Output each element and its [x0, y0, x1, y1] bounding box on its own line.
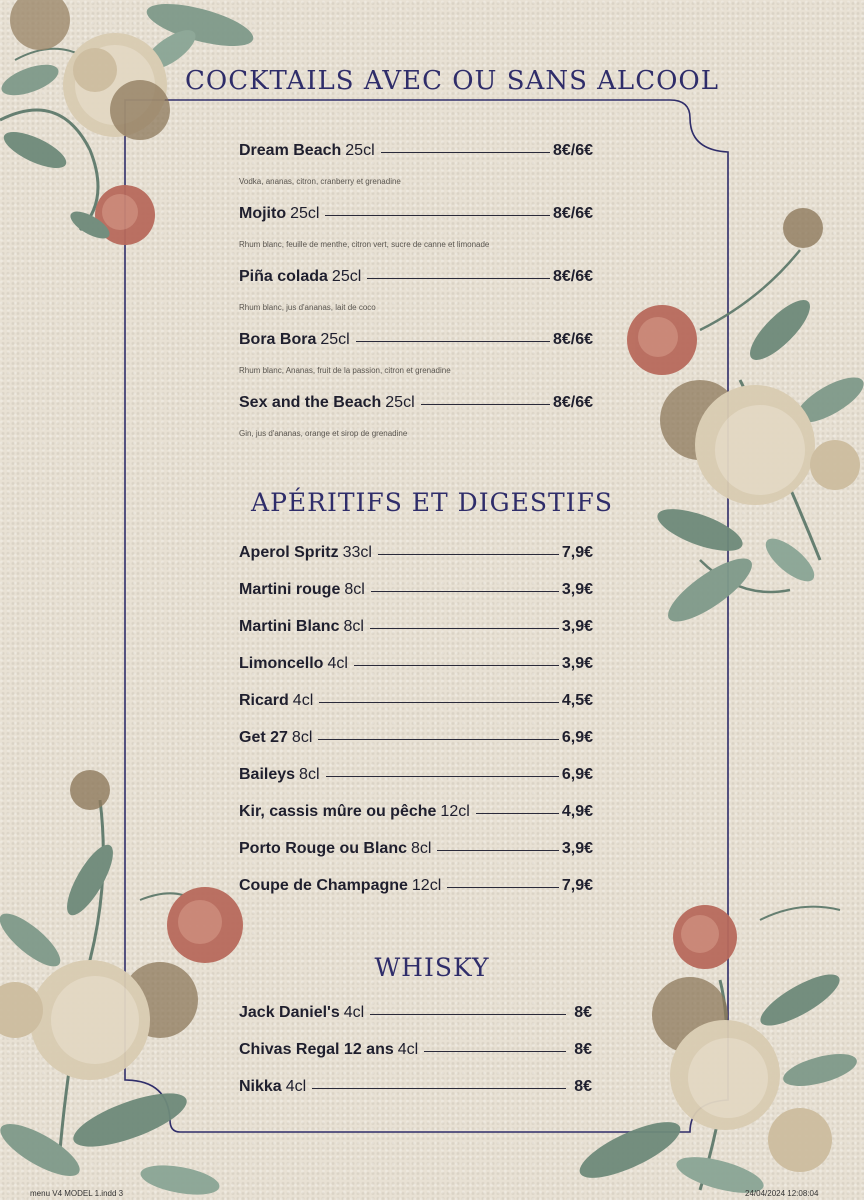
dot-leader	[378, 554, 559, 555]
dot-leader	[447, 887, 559, 888]
item-volume: 8cl	[291, 729, 313, 746]
item-name: Limoncello	[239, 655, 324, 672]
item-price: 8€/6€	[552, 142, 593, 159]
dot-leader	[354, 665, 559, 666]
item-price: 3,9€	[561, 618, 593, 635]
item-volume: 4cl	[343, 1004, 365, 1021]
menu-item	[239, 618, 593, 636]
dot-leader	[381, 152, 550, 153]
item-name: Jack Daniel's	[239, 1004, 340, 1021]
dot-leader	[325, 215, 550, 216]
menu-item	[239, 840, 593, 858]
item-price: 7,9€	[561, 544, 593, 561]
item-volume: 4cl	[285, 1078, 307, 1095]
dot-leader	[370, 628, 559, 629]
floral-right	[627, 208, 864, 632]
item-price: 8€/6€	[552, 394, 593, 411]
dot-leader	[312, 1088, 566, 1089]
menu-item	[239, 268, 593, 286]
item-name: Martini Blanc	[239, 618, 340, 635]
section-title-aperitifs: APÉRITIFS ET DIGESTIFS	[251, 488, 613, 517]
item-volume: 8cl	[299, 766, 320, 783]
item-volume: 33cl	[342, 544, 372, 561]
dot-leader	[356, 341, 550, 342]
item-volume: 12cl	[440, 803, 470, 820]
item-price: 8€/6€	[552, 205, 593, 222]
menu-item	[239, 331, 593, 349]
item-volume: 4cl	[397, 1041, 419, 1058]
item-name: Get 27	[239, 729, 288, 746]
item-price: 8€	[574, 1004, 592, 1021]
print-file-label: menu V4 MODEL 1.indd 3	[30, 1189, 124, 1198]
item-price: 6,9€	[561, 729, 593, 746]
menu-item	[239, 766, 593, 784]
item-volume: 25cl	[290, 205, 320, 222]
item-volume: 25cl	[320, 331, 350, 348]
item-name: Aperol Spritz	[239, 544, 339, 561]
menu-item	[239, 394, 593, 412]
item-volume: 25cl	[331, 268, 362, 285]
item-name: Chivas Regal 12 ans	[239, 1041, 394, 1058]
section-title-cocktails: COCKTAILS AVEC OU SANS ALCOOL	[185, 66, 719, 96]
item-volume: 8cl	[344, 581, 365, 598]
item-name: Sex and the Beach	[239, 394, 382, 411]
menu-item	[239, 692, 593, 710]
item-volume: 4cl	[327, 655, 348, 672]
item-price: 3,9€	[561, 840, 593, 857]
dot-leader	[437, 850, 558, 851]
item-name: Coupe de Champagne	[239, 877, 408, 894]
item-name: Mojito	[239, 205, 287, 222]
menu-item	[239, 142, 593, 160]
dot-leader	[370, 1014, 566, 1015]
item-price: 3,9€	[561, 655, 593, 672]
item-price: 3,9€	[561, 581, 593, 598]
item-name: Ricard	[239, 692, 289, 709]
item-name: Porto Rouge ou Blanc	[239, 840, 407, 857]
item-volume: 25cl	[385, 394, 415, 411]
item-price: 8€	[574, 1041, 592, 1058]
menu-item	[239, 544, 593, 562]
floral-top-left	[0, 0, 257, 245]
menu-item	[239, 1041, 592, 1059]
item-description: Vodka, ananas, citron, cranberry et grenadine	[239, 177, 401, 186]
section-title-whisky: WHISKY	[374, 953, 490, 982]
dot-leader	[371, 591, 559, 592]
item-name: Martini rouge	[239, 581, 341, 598]
menu-item	[239, 877, 593, 895]
item-price: 4,9€	[561, 803, 593, 820]
floral-bottom-right	[573, 905, 860, 1200]
item-price: 4,5€	[561, 692, 593, 709]
floral-bottom-left	[0, 770, 243, 1200]
item-name: Baileys	[239, 766, 296, 783]
item-volume: 4cl	[292, 692, 314, 709]
menu-item	[239, 729, 593, 747]
item-price: 8€/6€	[552, 268, 593, 285]
item-volume: 8cl	[411, 840, 432, 857]
dot-leader	[367, 278, 550, 279]
item-price: 7,9€	[561, 877, 593, 894]
menu-item	[239, 655, 593, 673]
item-volume: 8cl	[343, 618, 364, 635]
item-name: Piña colada	[239, 268, 328, 285]
item-description: Rhum blanc, feuille de menthe, citron vert, sucre de canne et limonade	[239, 240, 490, 249]
item-description: Rhum blanc, jus d'ananas, lait de coco	[239, 303, 376, 312]
dot-leader	[326, 776, 559, 777]
item-name: Dream Beach	[239, 142, 342, 159]
item-volume: 12cl	[411, 877, 442, 894]
dot-leader	[319, 702, 559, 703]
item-price: 8€/6€	[552, 331, 593, 348]
menu-item	[239, 1078, 592, 1096]
dot-leader	[476, 813, 559, 814]
item-description: Rhum blanc, Ananas, fruit de la passion, citron et grenadine	[239, 366, 451, 375]
item-price: 8€	[574, 1078, 592, 1095]
item-description: Gin, jus d'ananas, orange et sirop de grenadine	[239, 429, 408, 438]
dot-leader	[424, 1051, 566, 1052]
item-volume: 25cl	[345, 142, 375, 159]
item-name: Kir, cassis mûre ou pêche	[239, 803, 437, 820]
menu-item	[239, 803, 593, 821]
item-name: Nikka	[239, 1078, 282, 1095]
menu-item	[239, 1004, 592, 1022]
dot-leader	[421, 404, 550, 405]
item-name: Bora Bora	[239, 331, 317, 348]
dot-leader	[318, 739, 558, 740]
item-price: 6,9€	[561, 766, 593, 783]
menu-item	[239, 581, 593, 599]
print-timestamp: 24/04/2024 12:08:04	[745, 1189, 819, 1198]
menu-item	[239, 205, 593, 223]
